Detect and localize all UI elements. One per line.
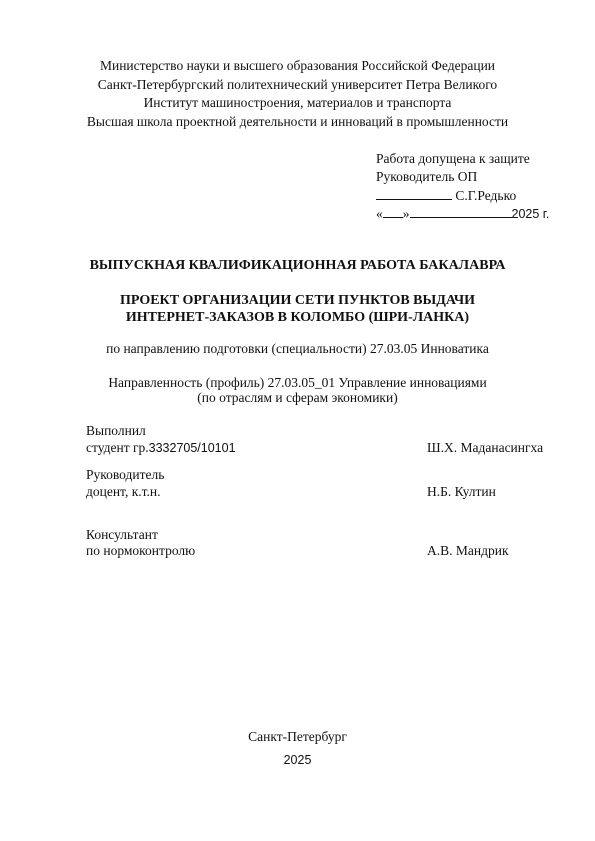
footer-year: 2025 (283, 753, 312, 767)
approval-head: Руководитель ОП (376, 169, 478, 184)
approval-year: 2025 г. (511, 207, 550, 221)
ministry-line: Министерство науки и высшего образования Российской Федерации (99, 58, 496, 73)
author-group-prefix: студент гр. (86, 440, 149, 455)
author-name: Ш.Х. Маданасингха (427, 440, 544, 455)
author-group-number: 3332705/10101 (148, 441, 236, 455)
author-label: Выполнил (86, 423, 146, 438)
supervisor-label: Руководитель (86, 467, 165, 482)
thesis-type: ВЫПУСКНАЯ КВАЛИФИКАЦИОННАЯ РАБОТА БАКАЛАВРА (89, 258, 506, 273)
thesis-profile-line2: (по отраслям и сферам экономики) (197, 390, 398, 405)
month-blank (410, 206, 512, 218)
consultant-name: А.В. Мандрик (427, 543, 509, 558)
approval-admitted: Работа допущена к защите (376, 151, 530, 166)
thesis-title-line2: ИНТЕРНЕТ-ЗАКАЗОВ В КОЛОМБО (ШРИ-ЛАНКА) (125, 310, 470, 325)
approval-signature-line (376, 188, 516, 204)
thesis-profile-line1: Направленность (профиль) 27.03.05_01 Управление инновациями (108, 375, 487, 390)
signature-blank (376, 188, 452, 200)
quote-close: » (402, 206, 410, 221)
supervisor-name: Н.Б. Култин (427, 484, 496, 499)
quote-open: « (376, 206, 383, 221)
author-group-line (86, 440, 236, 456)
consultant-label: Консультант (86, 527, 158, 542)
consultant-role: по нормоконтролю (86, 543, 196, 558)
thesis-direction: по направлению подготовки (специальности) 27.03.05 Инноватика (106, 341, 489, 356)
approval-signer: С.Г.Редько (455, 188, 517, 203)
university-line: Санкт-Петербургский политехнический университет Петра Великого (97, 77, 498, 92)
day-blank (383, 206, 403, 218)
approval-date-line (376, 206, 549, 222)
institute-line: Институт машиностроения, материалов и транспорта (143, 95, 452, 110)
school-line: Высшая школа проектной деятельности и инноваций в промышленности (86, 114, 509, 129)
thesis-title-line1: ПРОЕКТ ОРГАНИЗАЦИИ СЕТИ ПУНКТОВ ВЫДАЧИ (119, 293, 476, 308)
supervisor-degree: доцент, к.т.н. (86, 484, 161, 499)
footer-city: Санкт-Петербург (248, 729, 347, 744)
